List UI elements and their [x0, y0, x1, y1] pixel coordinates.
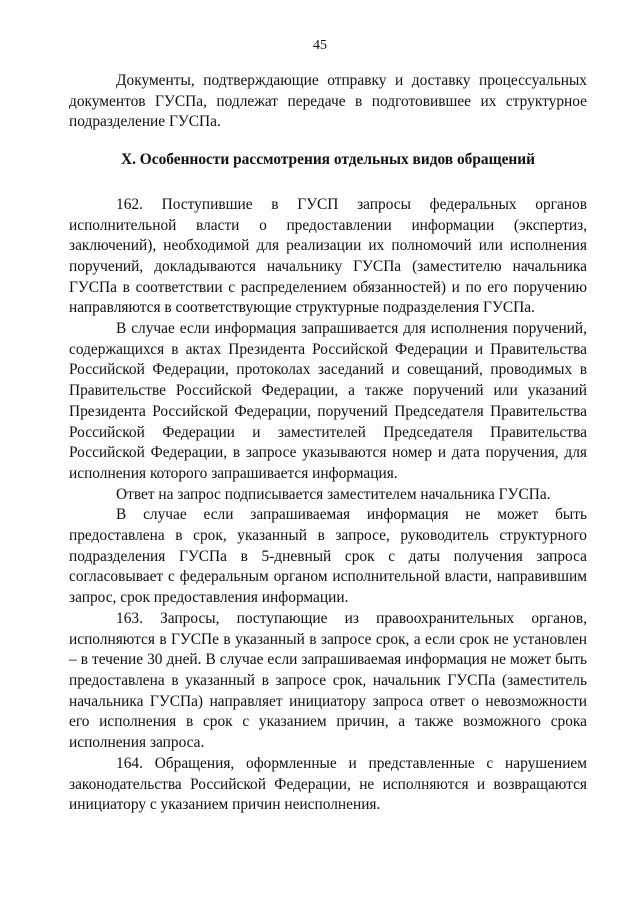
paragraph-162-instructions: В случае если информация запрашивается для исполнения поручений, содержащихся в актах Президента Российской Федерации и Правительства Российской Федерации, протоколах заседаний и совещаний, проводимых в Правительстве Российской Федерации, а также поручений или указаний Президента Российской Федерации, поручений Председателя Правительства Российской Федерации и заместителей Председателя Правительства Российской Федерации, в запросе указываются номер и дата поручения, для исполнения которого запрашивается информация.	[69, 320, 587, 482]
page-number: 45	[313, 38, 327, 53]
paragraph-162-deadline: В случае если запрашиваемая информация не может быть предоставлена в срок, указанный в запросе, руководитель структурного подразделения ГУСПа в 5-дневный срок с даты получения запроса согласовывает с федеральным органом исполнительной власти, направившим запрос, срок предоставления информации.	[69, 506, 587, 607]
section-heading: X. Особенности рассмотрения отдельных видов обращений	[120, 151, 536, 169]
spacer	[69, 188, 587, 195]
paragraph-164: 164. Обращения, оформленные и представленные с нарушением законодательства Российской Федерации, не исполняются и возвращаются инициатору с указанием причин неисполнения.	[69, 754, 587, 814]
opening-paragraph: Документы, подтверждающие отправку и доставку процессуальных документов ГУСПа, подлежат передаче в подготовившее их структурное подразделение ГУСПа.	[69, 72, 587, 131]
paragraph-162-signature: Ответ на запрос подписывается заместителем начальника ГУСПа.	[116, 485, 551, 503]
paragraph-163: 163. Запросы, поступающие из правоохранительных органов, исполняются в ГУСПе в указанный в запросе срок, а если срок не установлен – в течение 30 дней. В случае если запрашиваемая информация не может быть предоставлена в указанный в запросе срок, начальник ГУСПа (заместитель начальника ГУСПа) направляет инициатору запроса ответ о невозможности его исполнения в срок с указанием причин, а также возможного срока исполнения запроса.	[69, 609, 587, 752]
page-body	[69, 71, 587, 816]
paragraph-162: 162. Поступившие в ГУСП запросы федеральных органов исполнительной власти о предоставлении информации (экспертиз, заключений), необходимой для реализации их полномочий или исполнения поручений, докладываются начальнику ГУСПа (заместителю начальника ГУСПа в соответствии с распределением обязанностей) и по его поручению направляются в соответствующие структурные подразделения ГУСПа.	[69, 195, 587, 317]
